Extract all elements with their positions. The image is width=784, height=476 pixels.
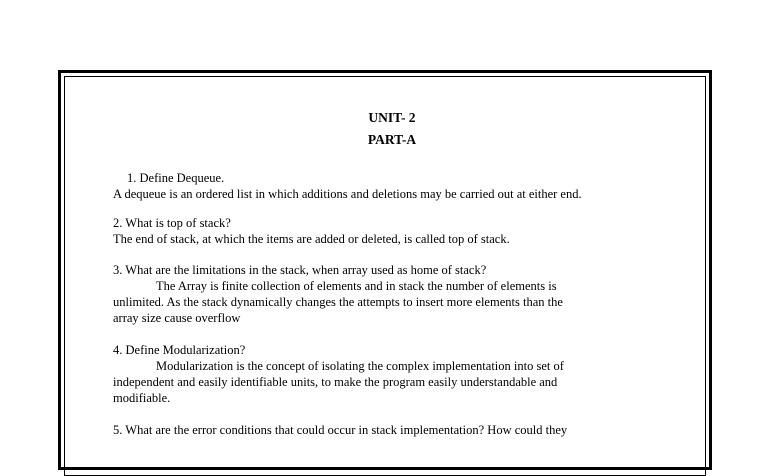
unit-heading: UNIT- 2: [368, 110, 416, 125]
question-1-answer: A dequeue is an ordered list in which additions and deletions may be carried out at either end.: [113, 187, 582, 201]
question-2-title: 2. What is top of stack?: [113, 216, 231, 230]
question-3-answer-line-3: array size cause overflow: [113, 311, 241, 325]
question-3-answer-line-2: unlimited. As the stack dynamically changes the attempts to insert more elements than the: [113, 295, 563, 309]
question-5-title: 5. What are the error conditions that could occur in stack implementation? How could they: [113, 423, 568, 437]
question-1-title: 1. Define Dequeue.: [127, 171, 225, 185]
question-2-answer: The end of stack, at which the items are added or deleted, is called top of stack.: [113, 232, 510, 246]
question-3-answer-line-1: The Array is finite collection of elements and in stack the number of elements is: [156, 279, 557, 293]
question-4-title: 4. Define Modularization?: [113, 343, 246, 357]
question-4-answer-line-3: modifiable.: [113, 391, 171, 405]
part-heading: PART-A: [367, 132, 417, 147]
question-3-title: 3. What are the limitations in the stack, when array used as home of stack?: [113, 263, 487, 277]
question-4-answer-line-2: independent and easily identifiable units, to make the program easily understandable and: [113, 375, 558, 389]
question-4-answer-line-1: Modularization is the concept of isolating the complex implementation into set of: [156, 359, 564, 373]
